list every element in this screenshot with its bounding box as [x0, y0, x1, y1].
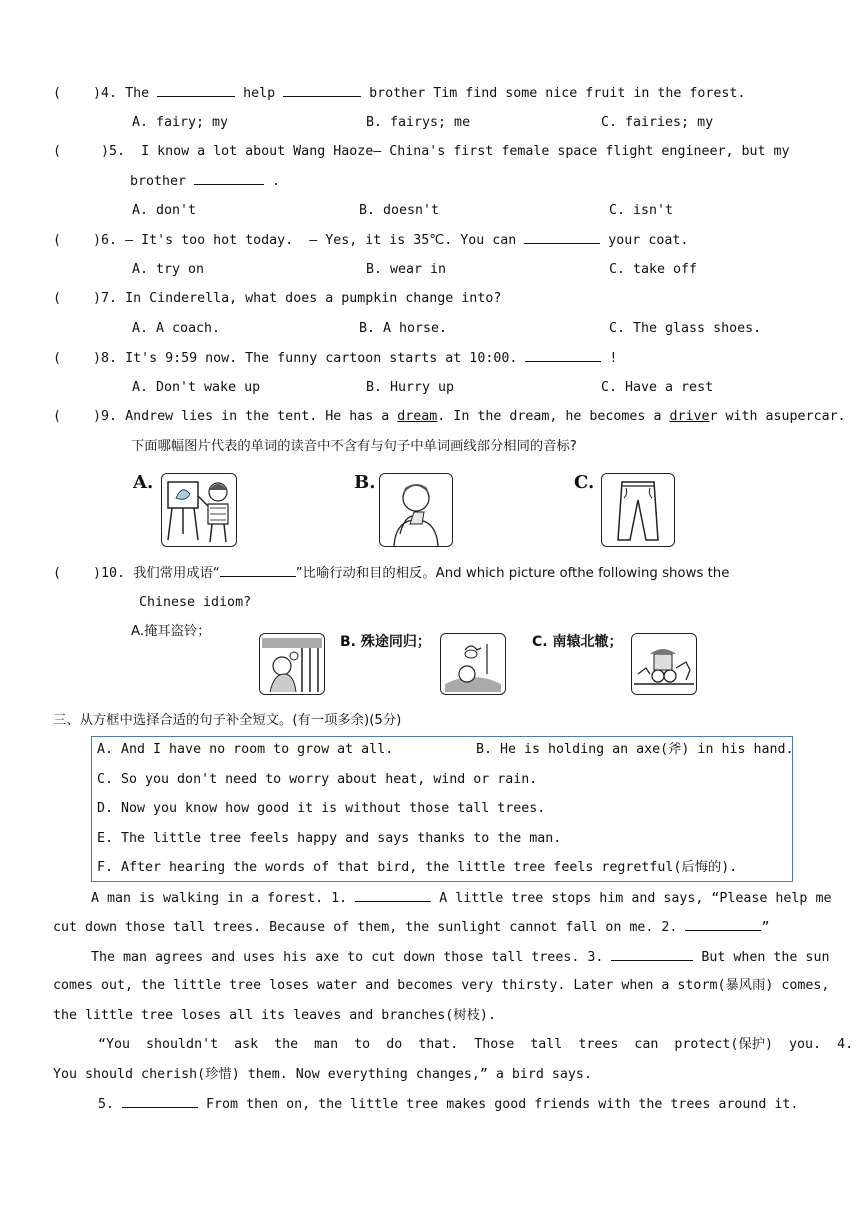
q7-option-a: A. A coach. — [132, 321, 221, 336]
question-5 — [53, 142, 790, 162]
thief-bell-icon — [260, 634, 324, 694]
q4-text-b: help — [235, 86, 284, 101]
q9-instruction: 下面哪幅图片代表的单词的读音中不含有与句子中单词画线部分相同的音标? — [131, 439, 577, 454]
underlined-word-dream: dream — [397, 409, 438, 424]
idiom-picture-a[interactable] — [259, 633, 325, 695]
question-number: 5. — [109, 144, 126, 159]
box-option-e: E. The little tree feels happy and says thanks to the man. — [97, 831, 562, 846]
q6-text-a: — It's too hot today. — Yes, it is 35℃. You can — [125, 233, 525, 248]
passage-line-7: You should cherish(珍惜) them. Now everything changes,” a bird says. — [53, 1067, 592, 1082]
answer-blank[interactable] — [220, 563, 296, 577]
q7-option-b: B. A horse. — [359, 321, 448, 336]
q10-option-a: A.掩耳盗铃； — [131, 624, 211, 639]
answer-paren[interactable]: ( ) — [53, 144, 110, 159]
q8-text-a: It's 9:59 now. The funny cartoon starts at 10:00. — [125, 351, 526, 366]
answer-paren[interactable]: ( ) — [53, 409, 102, 424]
q5-line2 — [130, 171, 280, 192]
question-4 — [53, 83, 745, 104]
q5-option-a: A. don't — [132, 203, 197, 218]
answer-blank-3[interactable] — [611, 947, 693, 961]
q10-line2: Chinese idiom? — [139, 595, 252, 610]
answer-blank[interactable] — [524, 230, 600, 244]
passage-text: cut down those tall trees. Because of them, the sunlight cannot fall on me. 2. — [53, 920, 686, 935]
section-3-title: 三、从方框中选择合适的句子补全短文。(有一项多余)(5分) — [53, 713, 402, 728]
q8-option-b: B. Hurry up — [366, 380, 455, 395]
q6-option-c: C. take off — [609, 262, 698, 277]
passage-line-2 — [53, 917, 769, 938]
passage-line-3 — [91, 947, 829, 968]
idiom-picture-b[interactable] — [440, 633, 506, 695]
q4-text-a: The — [125, 86, 158, 101]
q10-text-b: ”比喻行动和目的相反。And which picture ofthe following shows the — [295, 566, 730, 581]
idiom-picture-c[interactable] — [631, 633, 697, 695]
q5-option-c: C. isn't — [609, 203, 674, 218]
question-number: 9. — [101, 409, 118, 424]
q6-text-b: your coat. — [600, 233, 689, 248]
box-option-d: D. Now you know how good it is without those tall trees. — [97, 801, 546, 816]
question-number: 4. — [101, 86, 118, 101]
trousers-icon — [602, 474, 674, 546]
q9-pic-label-c: C. — [574, 472, 595, 493]
question-7 — [53, 289, 501, 309]
answer-blank-5[interactable] — [122, 1094, 198, 1108]
question-10 — [53, 563, 729, 584]
painter-easel-icon — [162, 474, 236, 546]
q5-text: I know a lot about Wang Haoze— China's first female space flight engineer, but my — [141, 144, 790, 159]
q5-text-a: brother — [130, 174, 195, 189]
answer-paren[interactable]: ( ) — [53, 291, 102, 306]
passage-text: ” — [761, 920, 770, 935]
carriage-icon — [632, 634, 696, 694]
drinking-picture[interactable] — [379, 473, 453, 547]
q8-option-c: C. Have a rest — [601, 380, 714, 395]
q8-option-a: A. Don't wake up — [132, 380, 261, 395]
question-9 — [53, 407, 846, 427]
question-8 — [53, 348, 617, 369]
q6-option-b: B. wear in — [366, 262, 447, 277]
box-option-a: A. And I have no room to grow at all. — [97, 742, 394, 757]
answer-paren[interactable]: ( ) — [53, 566, 102, 581]
q9-pic-label-a: A. — [133, 472, 154, 493]
passage-text: But when the sun — [693, 950, 830, 965]
q6-option-a: A. try on — [132, 262, 205, 277]
q7-text: In Cinderella, what does a pumpkin change into? — [125, 291, 502, 306]
answer-paren[interactable]: ( ) — [53, 351, 102, 366]
question-number: 8. — [101, 351, 118, 366]
trousers-picture[interactable] — [601, 473, 675, 547]
passage-line-8 — [98, 1094, 798, 1115]
box-option-f: F. After hearing the words of that bird, the little tree feels regretful(后悔的). — [97, 860, 738, 875]
question-number: 7. — [101, 291, 118, 306]
question-number: 6. — [101, 233, 118, 248]
q4-option-a: A. fairy; my — [132, 115, 229, 130]
q4-text-c: brother Tim find some nice fruit in the forest. — [361, 86, 746, 101]
answer-paren[interactable]: ( ) — [53, 86, 102, 101]
q10-text-a: 我们常用成语“ — [133, 566, 220, 581]
answer-blank[interactable] — [283, 83, 361, 97]
q10-option-b: B. 殊途同归； — [340, 634, 431, 650]
q9-text-a: Andrew lies in the tent. He has a — [125, 409, 398, 424]
answer-blank-2[interactable] — [685, 917, 761, 931]
box-option-c: C. So you don't need to worry about heat, wind or rain. — [97, 772, 538, 787]
snail-bird-icon — [441, 634, 505, 694]
passage-text: The man agrees and uses his axe to cut down those tall trees. 3. — [91, 950, 612, 965]
passage-line-6: “You shouldn't ask the man to do that. Those tall trees can protect(保护) you. 4. — [98, 1037, 854, 1052]
underlined-word-driver: drive — [669, 409, 710, 424]
q5-text-b: . — [264, 174, 281, 189]
answer-blank[interactable] — [194, 171, 264, 185]
passage-line-1 — [91, 888, 831, 909]
answer-blank[interactable] — [525, 348, 601, 362]
q5-option-b: B. doesn't — [359, 203, 440, 218]
passage-text: A man is walking in a forest. 1. — [91, 891, 356, 906]
boy-drinking-icon — [380, 474, 452, 546]
q4-option-b: B. fairys; me — [366, 115, 471, 130]
q9-text-b: . In the dream, he becomes a — [437, 409, 670, 424]
passage-text: A little tree stops him and says, “Please help me — [431, 891, 832, 906]
passage-line-5: the little tree loses all its leaves and branches(树枝). — [53, 1008, 496, 1023]
answer-blank[interactable] — [157, 83, 235, 97]
answer-paren[interactable]: ( ) — [53, 233, 102, 248]
question-6 — [53, 230, 688, 251]
q9-text-c: r with asupercar. — [709, 409, 846, 424]
q8-text-b: ! — [601, 351, 618, 366]
answer-blank-1[interactable] — [355, 888, 431, 902]
painting-picture[interactable] — [161, 473, 237, 547]
q10-option-c: C. 南辕北辙； — [532, 634, 623, 650]
passage-text: From then on, the little tree makes good friends with the trees around it. — [198, 1097, 799, 1112]
passage-text: 5. — [98, 1097, 123, 1112]
question-number: 10. — [101, 566, 126, 581]
q7-option-c: C. The glass shoes. — [609, 321, 762, 336]
q4-option-c: C. fairies; my — [601, 115, 714, 130]
passage-line-4: comes out, the little tree loses water and becomes very thirsty. Later when a storm(暴风雨) comes, — [53, 978, 830, 993]
box-option-b: B. He is holding an axe(斧) in his hand. — [476, 742, 794, 757]
q9-pic-label-b: B. — [354, 472, 376, 493]
